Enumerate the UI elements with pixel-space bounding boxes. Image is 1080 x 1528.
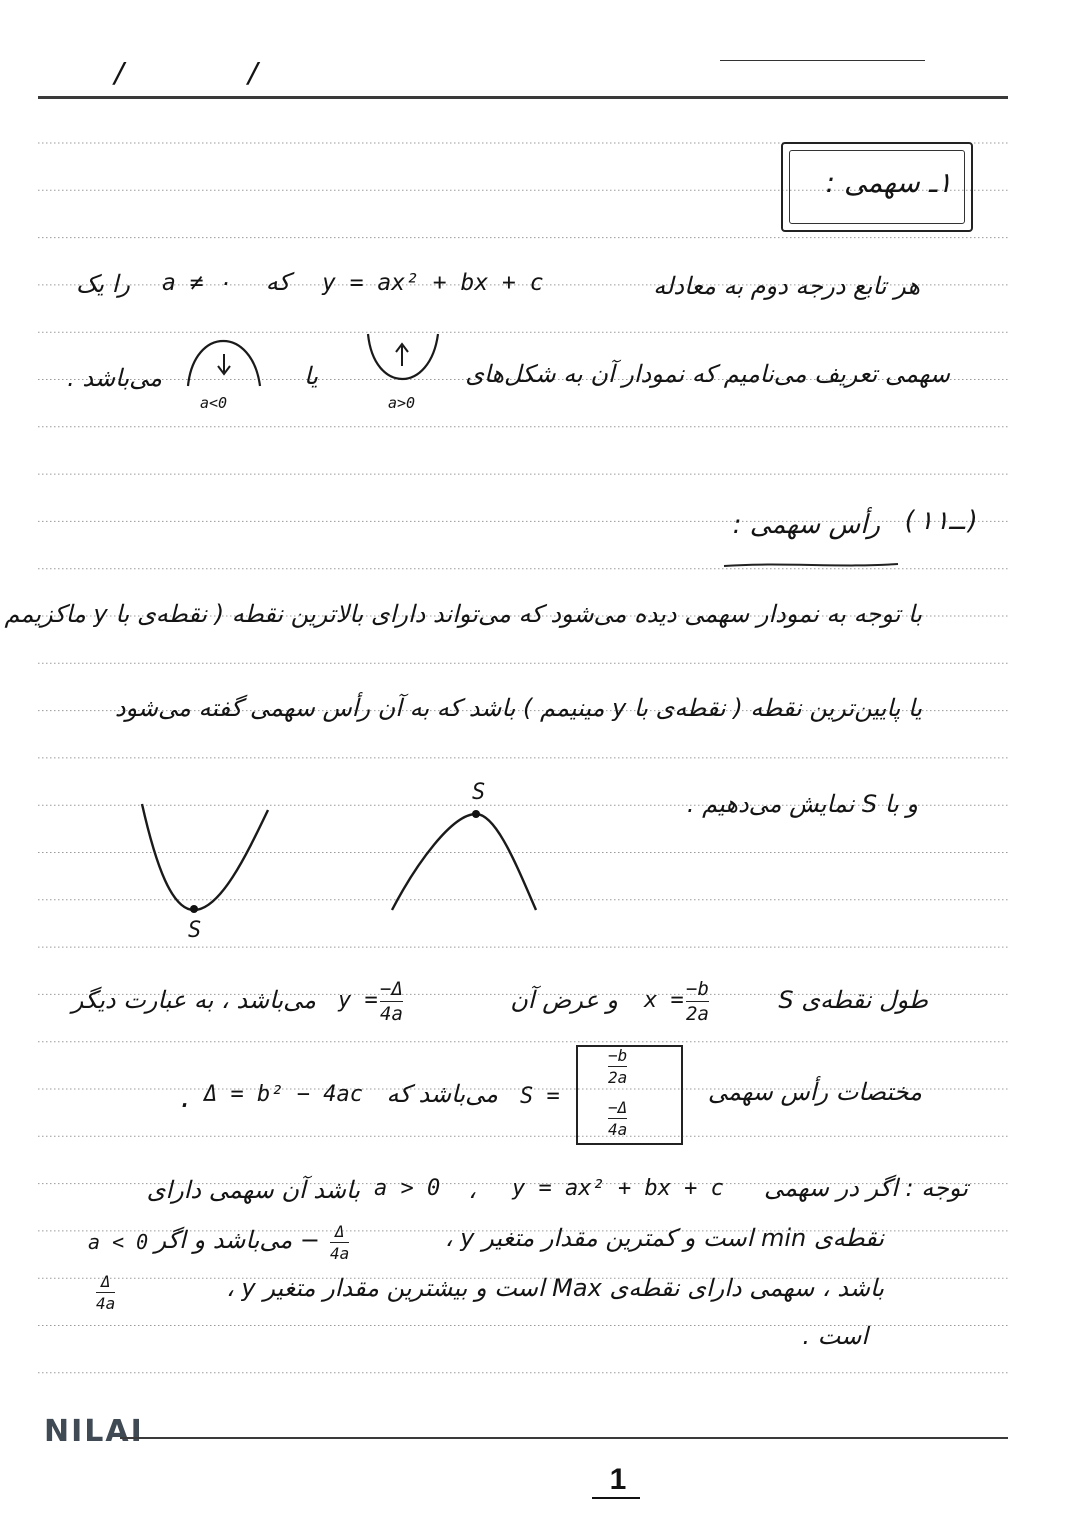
date-line <box>720 60 925 61</box>
section-number: (۱ـ۱) <box>902 506 981 536</box>
matrix-top-fraction <box>608 1046 627 1087</box>
matrix-top-num: −b <box>608 1046 628 1065</box>
note-line1-equation: y = ax² + bx + c <box>512 1176 724 1201</box>
y-formula-num: −Δ <box>380 978 403 1000</box>
matrix-top-den: 2a <box>608 1068 628 1087</box>
label-a-negative: a<0 <box>200 394 228 412</box>
section-heading: رأس سهمی : <box>732 510 880 540</box>
note-line3-start: باشد ، سهمی دارای نقطه‌ی Max است و بیشترین مقدار متغیر y ، <box>226 1274 884 1302</box>
x-formula-lhs: x = <box>644 988 684 1013</box>
note-line2-start: نقطه‌ی min است و کمترین مقدار متغیر y ، <box>444 1224 884 1252</box>
page-number-underline <box>592 1497 640 1499</box>
note-line2-fraction <box>330 1222 349 1263</box>
coord-line1-mid: و عرض آن <box>510 986 618 1014</box>
page-title: ۱ـ سهمی : <box>825 166 952 199</box>
vertex-paragraph-line-3: و با S نمایش می‌دهیم . <box>686 790 918 818</box>
vertex-label-up: S <box>188 918 202 943</box>
definition-equation: y = ax² + bx + c <box>322 270 544 296</box>
parabola-opening-up <box>136 796 276 926</box>
date-slashes: / / <box>112 56 313 89</box>
header-rule <box>38 96 1008 99</box>
coord-line2-end: . <box>178 1084 194 1114</box>
y-formula-lhs: y = <box>338 988 378 1013</box>
definition-condition: a ≠ ۰ <box>162 270 232 296</box>
conjunction-ya: یا <box>304 362 318 390</box>
section-underline <box>722 560 902 570</box>
note-line3-den: 4a <box>96 1294 116 1313</box>
small-parabola-down <box>186 340 266 390</box>
note-line4: است . <box>802 1322 868 1350</box>
note-line3-fraction <box>96 1272 115 1313</box>
page-number: 1 <box>609 1463 627 1496</box>
footer-rule <box>120 1437 1008 1439</box>
x-formula-num: −b <box>686 978 709 1000</box>
note-line1-end: باشد آن سهمی دارای <box>146 1176 360 1204</box>
vertex-label-down: S <box>472 780 486 805</box>
y-formula-den: 4a <box>380 1003 403 1025</box>
note-line1-start: توجه : اگر در سهمی <box>763 1174 968 1202</box>
note-line1-comma: ، <box>468 1176 476 1204</box>
note-line3-num: Δ <box>100 1272 111 1291</box>
note-line2-num: Δ <box>334 1222 345 1241</box>
note-line2-mid: − می‌باشد و اگر <box>154 1226 320 1254</box>
note-line2-condition: a < 0 <box>88 1230 149 1254</box>
delta-formula: Δ = b² − 4ac <box>204 1082 363 1107</box>
coord-line2-start: مختصات رأس سهمی <box>707 1078 922 1106</box>
matrix-bottom-num: −Δ <box>608 1098 628 1117</box>
vertex-paragraph-line-2: یا پایین‌ترین نقطه ( نقطه‌ی با y مینیمم ) باشد که به آن رأس سهمی گفته می‌شود <box>114 694 922 722</box>
definition-text-2: سهمی تعریف می‌نامیم که نمودار آن به شکل‌های <box>465 360 950 388</box>
x-formula-fraction <box>686 978 709 1025</box>
small-parabola-up <box>364 332 444 384</box>
matrix-bottom-fraction <box>608 1098 627 1139</box>
coord-line1-start: طول نقطه‌ی S <box>778 986 928 1014</box>
definition-end-1: را یک <box>75 270 130 298</box>
y-formula-fraction <box>380 978 403 1025</box>
definition-text-1: هر تابع درجه دوم به معادله <box>653 272 920 300</box>
vertex-matrix <box>576 1045 683 1145</box>
note-line1-condition: a > 0 <box>374 1176 441 1201</box>
matrix-bottom-den: 4a <box>608 1120 628 1139</box>
coord-line1-end: می‌باشد ، به عبارت دیگر <box>71 986 316 1014</box>
label-a-positive: a>0 <box>388 394 416 412</box>
x-formula-den: 2a <box>686 1003 709 1025</box>
vertex-paragraph-line-1: با توجه به نمودار سهمی دیده می‌شود که می‌تواند دارای بالاترین نقطه ( نقطه‌ی با y ماکزیمم <box>4 600 922 628</box>
parabola-opening-down <box>386 804 542 916</box>
note-line2-den: 4a <box>330 1244 350 1263</box>
nilai-logo: NILAI <box>44 1414 144 1449</box>
coord-line2-mid: می‌باشد که <box>386 1080 498 1108</box>
matrix-label: S = <box>520 1084 560 1109</box>
definition-end-2: می‌باشد . <box>67 364 162 392</box>
definition-ke: که <box>265 268 290 296</box>
